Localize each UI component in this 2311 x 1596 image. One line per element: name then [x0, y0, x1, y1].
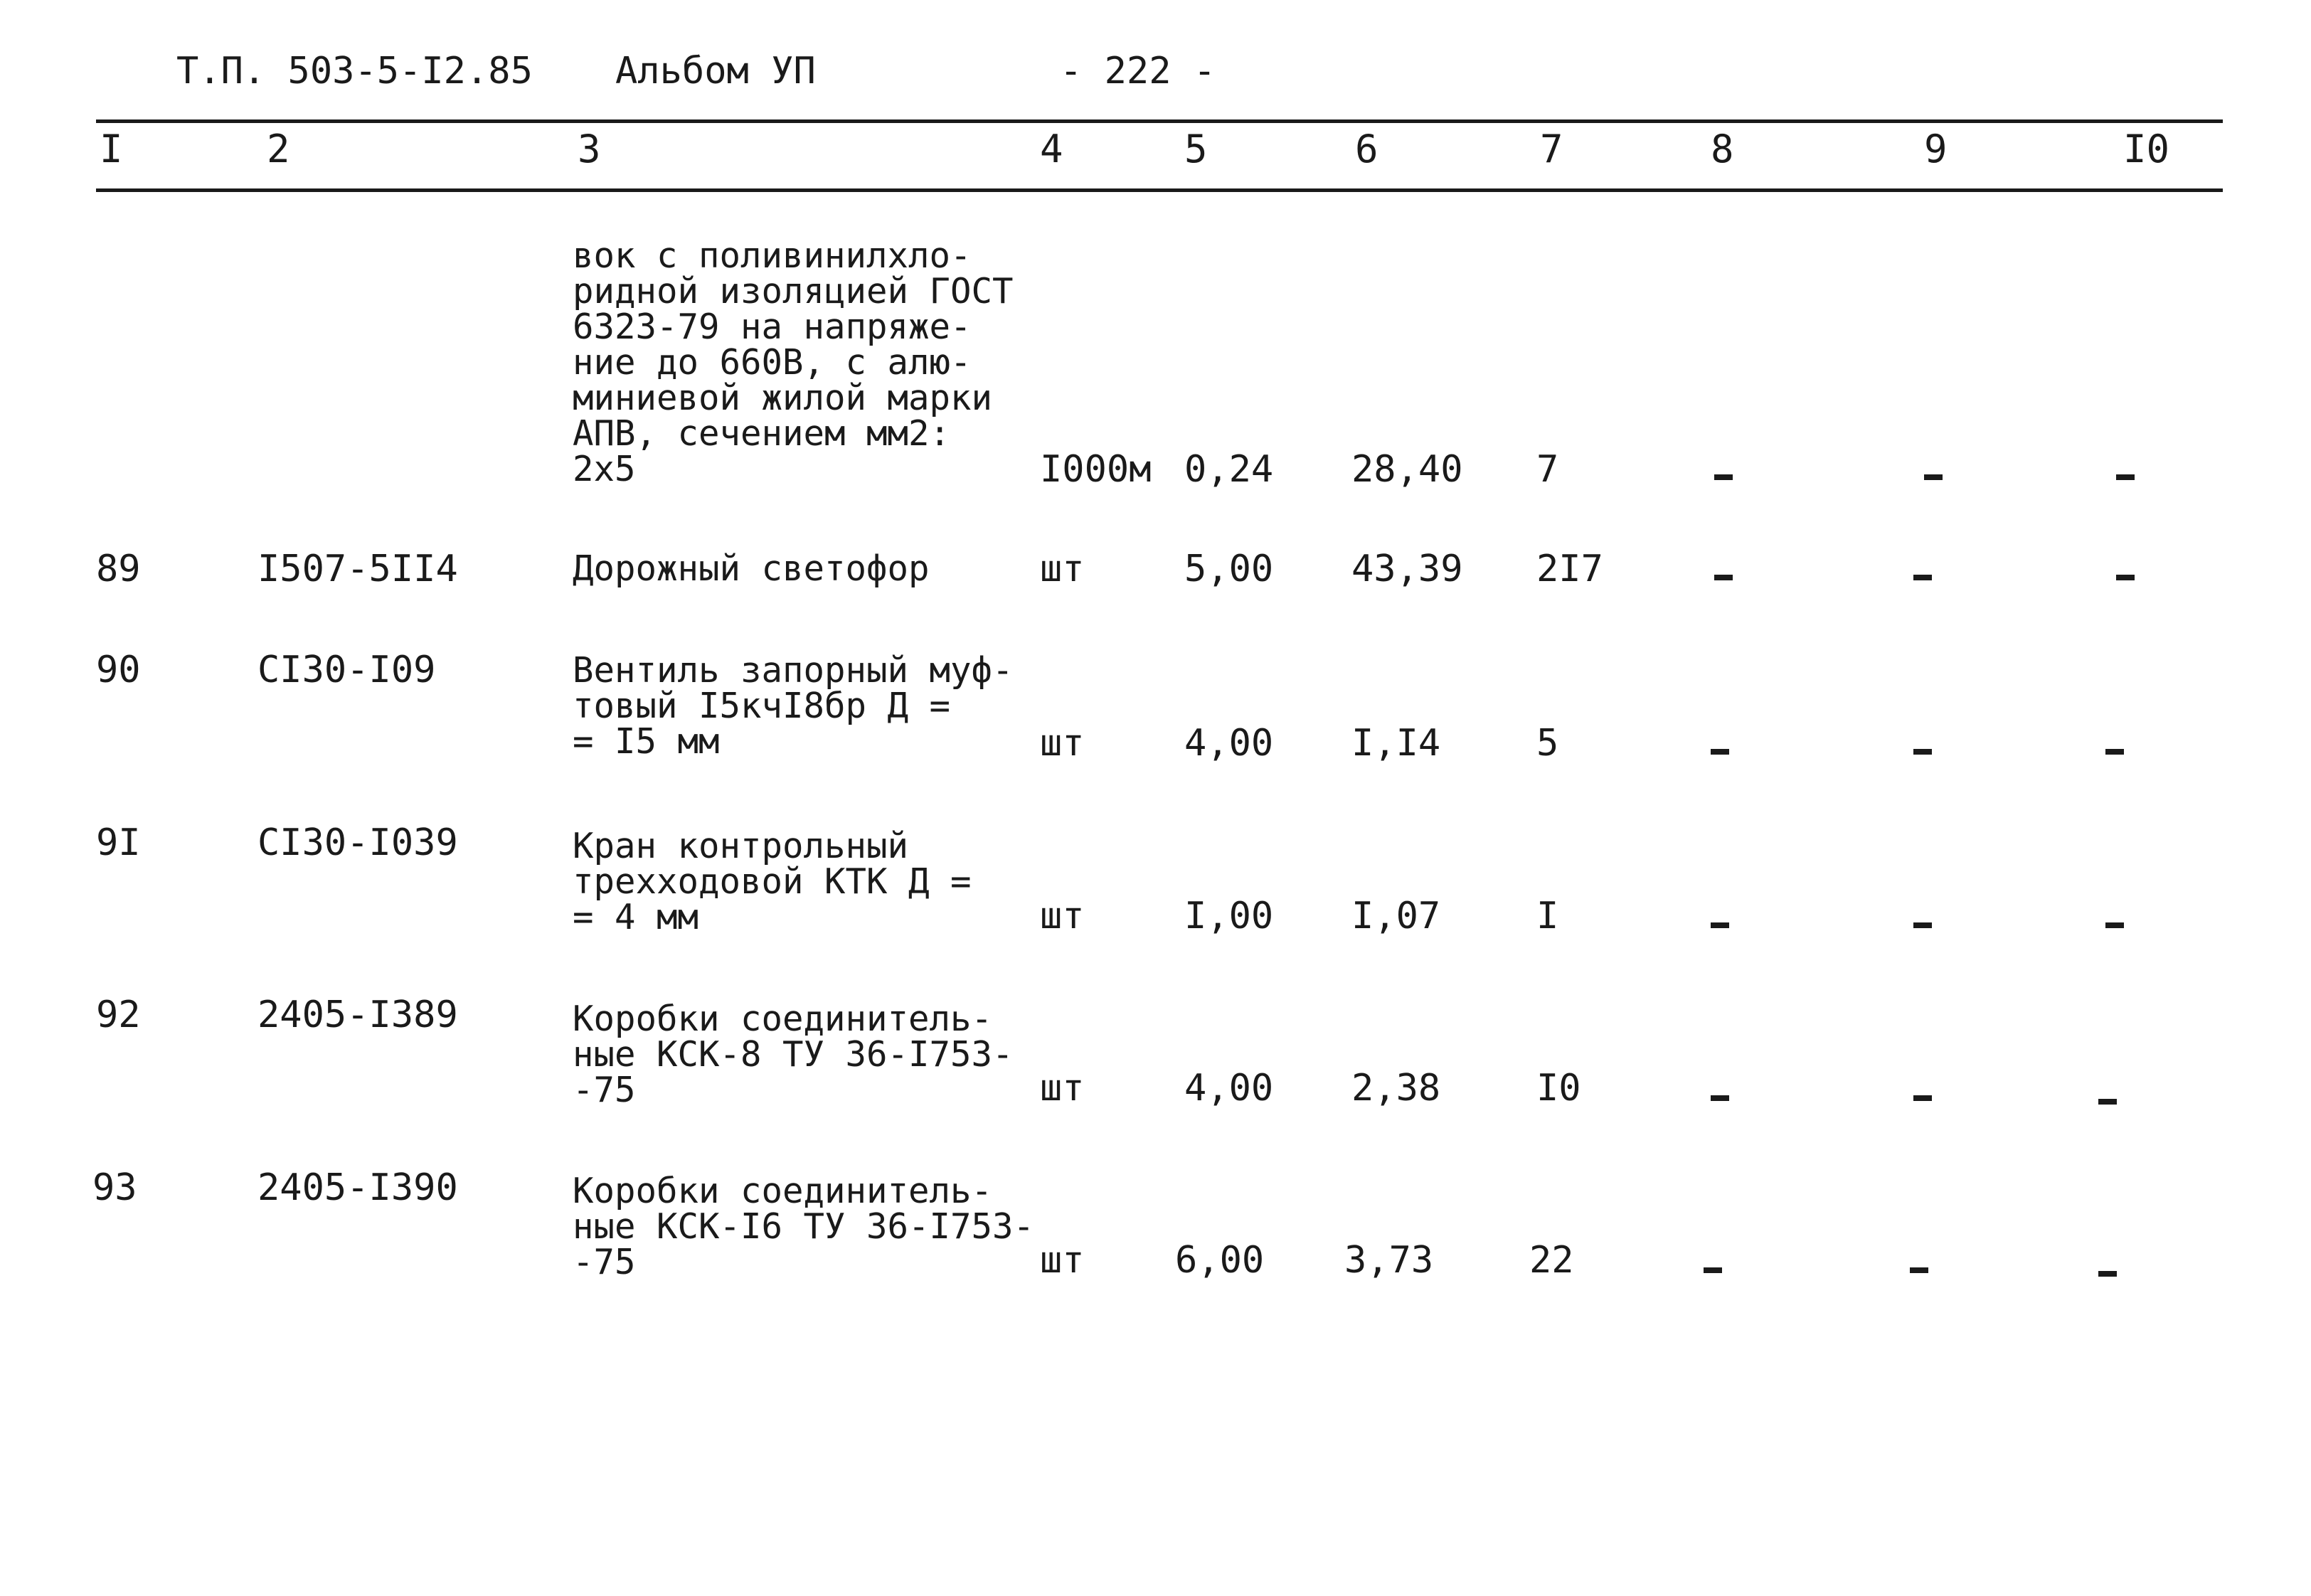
total-cell: 7: [1536, 448, 1559, 491]
col9-dash: [1913, 922, 1932, 928]
description-line: Дорожный светофор: [573, 548, 930, 589]
column-number: 6: [1355, 127, 1378, 171]
quantity-cell: 0,24: [1184, 448, 1274, 491]
unit-cell: шт: [1040, 1239, 1085, 1282]
table-header-bottom-rule: [96, 188, 2223, 192]
col10-dash: [2105, 749, 2124, 755]
item-code: CI30-I039: [257, 821, 458, 864]
description-line: Коробки соединитель-: [573, 999, 993, 1039]
total-cell: 5: [1536, 722, 1559, 765]
unit-cell: шт: [1040, 1067, 1085, 1110]
column-number: 7: [1540, 127, 1563, 171]
price-cell: 3,73: [1344, 1239, 1434, 1282]
description-line: ные КСК-I6 ТУ 36-I753-: [573, 1206, 1035, 1247]
col10-dash: [2098, 1271, 2117, 1277]
item-description: [573, 548, 930, 589]
item-code: 2405-I389: [257, 994, 458, 1036]
item-code: I507-5II4: [257, 548, 458, 590]
description-line: вок с поливинилхло-: [573, 235, 972, 276]
total-cell: I0: [1536, 1067, 1581, 1110]
col10-dash: [2105, 922, 2124, 928]
description-line: Коробки соединитель-: [573, 1171, 993, 1211]
col9-dash: [1924, 474, 1943, 480]
description-line: ные КСК-8 ТУ 36-I753-: [573, 1034, 1014, 1075]
item-code: 2405-I390: [257, 1166, 458, 1209]
col9-dash: [1913, 575, 1932, 580]
col9-dash: [1913, 749, 1932, 755]
price-cell: 2,38: [1351, 1067, 1441, 1110]
item-code: CI30-I09: [257, 649, 436, 691]
total-cell: 22: [1529, 1239, 1574, 1282]
row-number: 93: [92, 1166, 137, 1209]
quantity-cell: 4,00: [1184, 722, 1274, 765]
price-cell: 43,39: [1351, 548, 1463, 590]
description-line: миниевой жилой марки: [573, 378, 993, 418]
description-line: трехходовой КТК Д =: [573, 861, 972, 902]
col10-dash: [2116, 575, 2135, 580]
description-line: 2х5: [573, 449, 636, 489]
description-line: товый I5кчI8бр Д =: [573, 686, 951, 726]
quantity-cell: 5,00: [1184, 548, 1274, 590]
price-cell: I,I4: [1351, 722, 1441, 765]
item-description: [573, 1001, 1014, 1108]
price-cell: I,07: [1351, 895, 1441, 937]
total-cell: 2I7: [1536, 548, 1603, 590]
unit-cell: I000м: [1040, 448, 1152, 491]
price-cell: 28,40: [1351, 448, 1463, 491]
doc-code: Т.П. 503-5-I2.85: [176, 50, 533, 92]
description-line: ридной изоляцией ГОСТ: [573, 271, 1014, 312]
column-number: 2: [267, 127, 290, 171]
description-line: -75: [573, 1070, 636, 1110]
column-number: I: [100, 127, 123, 171]
quantity-cell: 6,00: [1175, 1239, 1265, 1282]
description-line: Вентиль запорный муф-: [573, 650, 1014, 691]
item-description: [573, 1171, 1035, 1282]
item-description: [573, 235, 1014, 489]
column-number: 8: [1711, 127, 1734, 171]
col9-dash: [1910, 1267, 1928, 1273]
quantity-cell: I,00: [1184, 895, 1274, 937]
unit-cell: шт: [1040, 722, 1085, 765]
col10-dash: [2116, 474, 2135, 480]
description-line: = I5 мм: [573, 721, 720, 762]
page-number: - 222 -: [1060, 50, 1216, 92]
col8-dash: [1711, 749, 1729, 755]
description-line: Кран контрольный: [573, 826, 909, 866]
item-description: [573, 826, 972, 937]
col8-dash: [1704, 1267, 1722, 1273]
row-number: 92: [96, 994, 141, 1036]
column-number: 9: [1924, 127, 1948, 171]
description-line: 6323-79 на напряже-: [573, 307, 972, 347]
row-number: 89: [96, 548, 141, 590]
item-description: [573, 650, 1014, 762]
row-number: 9I: [96, 821, 141, 864]
column-number: 5: [1184, 127, 1208, 171]
row-number: 90: [96, 649, 141, 691]
description-line: АПВ, сечением мм2:: [573, 413, 951, 454]
description-line: -75: [573, 1242, 636, 1282]
col8-dash: [1714, 575, 1733, 580]
unit-cell: шт: [1040, 895, 1085, 937]
col8-dash: [1711, 1095, 1729, 1101]
description-line: = 4 мм: [573, 897, 699, 937]
quantity-cell: 4,00: [1184, 1067, 1274, 1110]
table-top-rule: [96, 119, 2223, 123]
col8-dash: [1711, 922, 1729, 928]
total-cell: I: [1536, 895, 1559, 937]
unit-cell: шт: [1040, 548, 1085, 590]
col10-dash: [2098, 1099, 2117, 1105]
description-line: ние до 660В, с алю-: [573, 342, 972, 383]
column-number: 4: [1040, 127, 1063, 171]
column-number: I0: [2123, 127, 2170, 171]
col8-dash: [1714, 474, 1733, 480]
column-number: 3: [578, 127, 601, 171]
col9-dash: [1913, 1095, 1932, 1101]
album-label: Альбом УП: [615, 50, 816, 92]
